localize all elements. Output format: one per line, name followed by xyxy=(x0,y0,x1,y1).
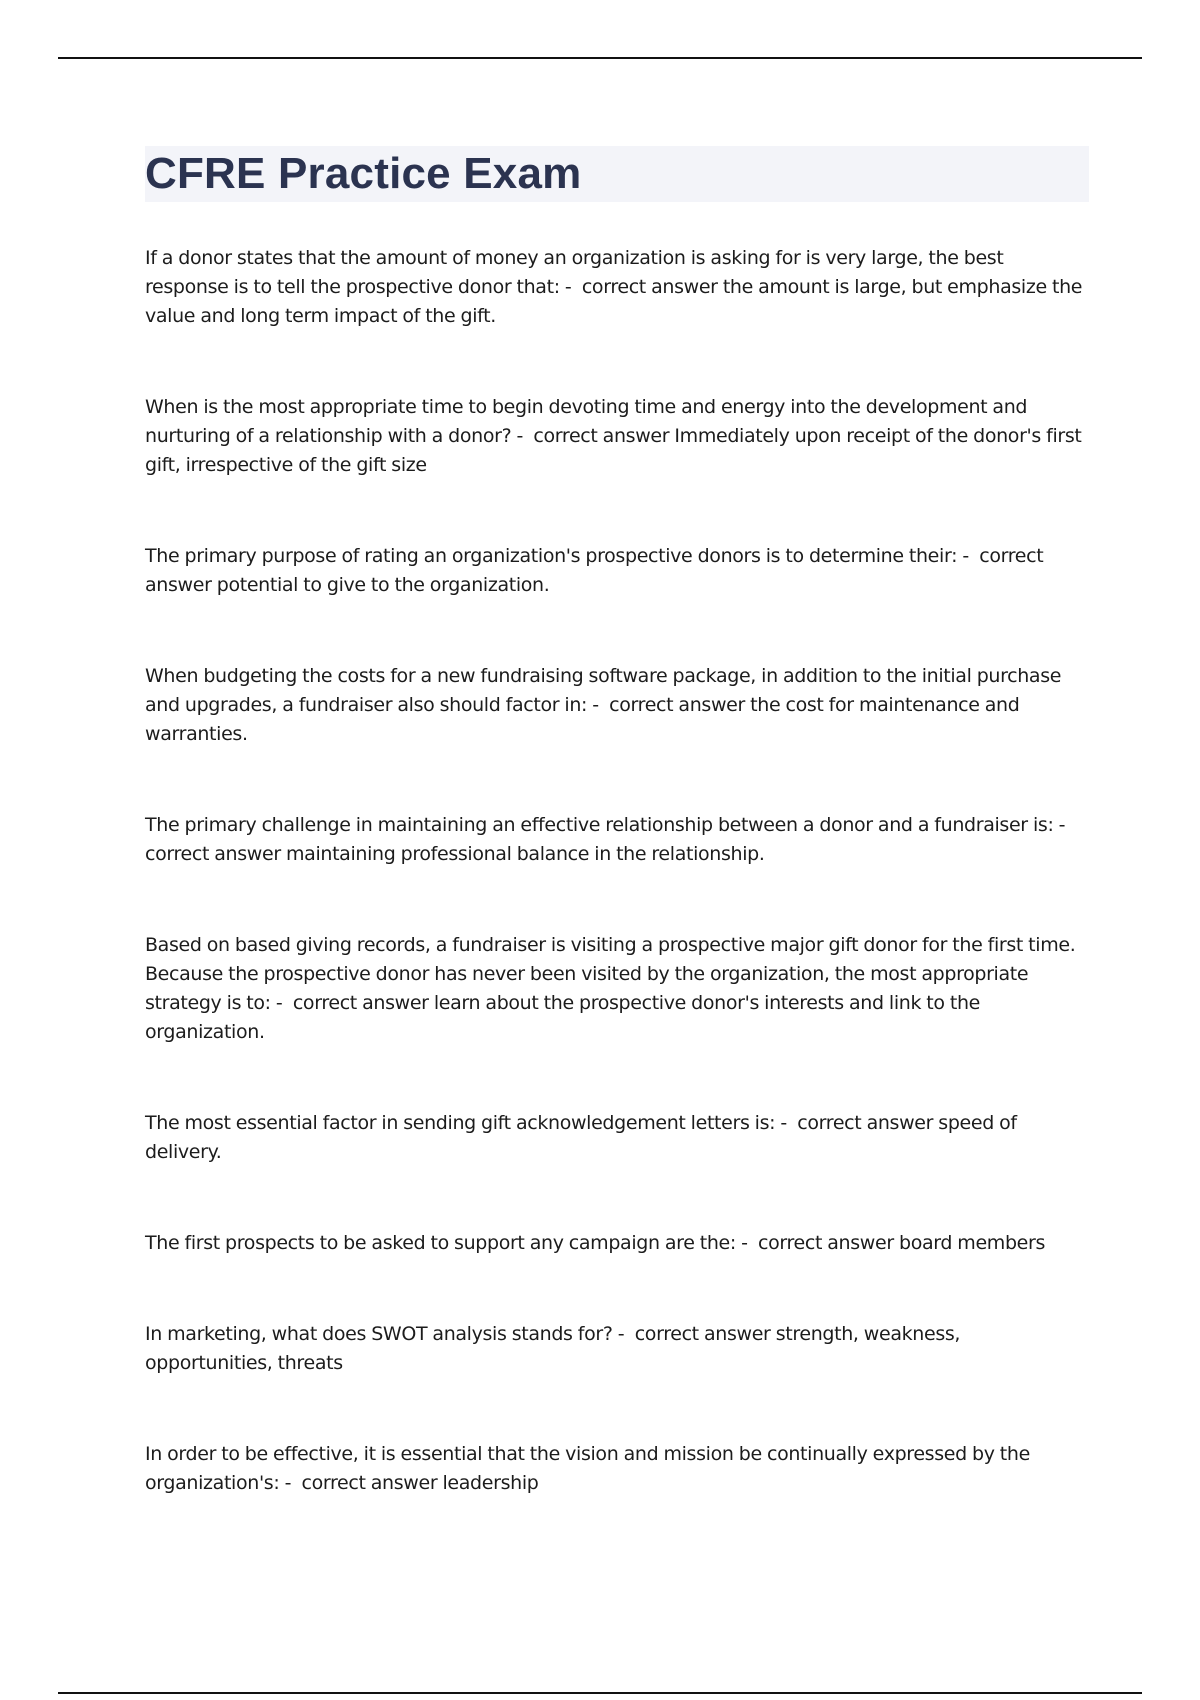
qa-item xyxy=(145,1320,1089,1378)
qa-item xyxy=(145,542,1089,600)
title-band xyxy=(145,146,1089,202)
answer-prefix: correct answer xyxy=(758,1232,894,1254)
qa-item xyxy=(145,931,1089,1047)
header-rule xyxy=(58,57,1142,59)
qa-item xyxy=(145,1440,1089,1498)
answer-prefix: correct answer xyxy=(145,843,281,865)
answer-text: leadership xyxy=(442,1472,539,1494)
answer-text: Immediately upon receipt of the donor's first gift, irrespective of the gift size xyxy=(145,425,1082,476)
answer-text: learn about the prospective donor's interests and link to the organization. xyxy=(145,992,980,1043)
qa-item xyxy=(145,811,1089,869)
question-text: The primary purpose of rating an organization's prospective donors is to determine their: - xyxy=(145,545,969,567)
question-text: In marketing, what does SWOT analysis stands for? - xyxy=(145,1323,625,1345)
question-text: When budgeting the costs for a new fundraising software package, in addition to the initial purchase and upgrades, a fundraiser also should factor in: - xyxy=(145,665,1062,716)
qa-item xyxy=(145,662,1089,749)
footer-rule xyxy=(58,1692,1142,1694)
answer-prefix: correct answer xyxy=(634,1323,771,1345)
answer-prefix: correct answer xyxy=(292,992,429,1014)
qa-item xyxy=(145,244,1089,331)
question-text: In order to be effective, it is essential that the vision and mission be continually expressed by the organization's: - xyxy=(145,1443,1030,1494)
answer-text: strength, weakness, opportunities, threats xyxy=(145,1323,961,1374)
answer-prefix: correct answer xyxy=(145,545,1044,596)
answer-text: potential to give to the organization. xyxy=(216,574,550,596)
answer-text: board members xyxy=(899,1232,1046,1254)
answer-prefix: correct answer xyxy=(581,276,718,298)
page-title: CFRE Practice Exam xyxy=(145,149,582,198)
answer-prefix: correct answer xyxy=(797,1112,934,1134)
qa-item xyxy=(145,1109,1089,1167)
qa-list xyxy=(145,244,1089,1498)
question-text: Based on based giving records, a fundraiser is visiting a prospective major gift donor for the first time. Because the prospective donor has never been visited by the organization, the most appropriate strategy is to: - xyxy=(145,934,1076,1014)
answer-text: maintaining professional balance in the relationship. xyxy=(286,843,765,865)
document-body xyxy=(145,146,1089,1560)
question-text: The first prospects to be asked to support any campaign are the: - xyxy=(145,1232,748,1254)
question-text: If a donor states that the amount of money an organization is asking for is very large, the best response is to tell the prospective donor that: - xyxy=(145,247,1004,298)
qa-item xyxy=(145,393,1089,480)
answer-text: speed of delivery. xyxy=(145,1112,1017,1163)
question-text: When is the most appropriate time to begin devoting time and energy into the development and nurturing of a relationship with a donor? - xyxy=(145,396,1028,447)
answer-text: the amount is large, but emphasize the value and long term impact of the gift. xyxy=(145,276,1083,327)
question-text: The most essential factor in sending gift acknowledgement letters is: - xyxy=(145,1112,787,1134)
answer-text: the cost for maintenance and warranties. xyxy=(145,694,1020,745)
question-text: The primary challenge in maintaining an effective relationship between a donor and a fundraiser is: - xyxy=(145,814,1066,836)
answer-prefix: correct answer xyxy=(533,425,670,447)
qa-item xyxy=(145,1229,1089,1258)
answer-prefix: correct answer xyxy=(609,694,745,716)
answer-prefix: correct answer xyxy=(301,1472,438,1494)
